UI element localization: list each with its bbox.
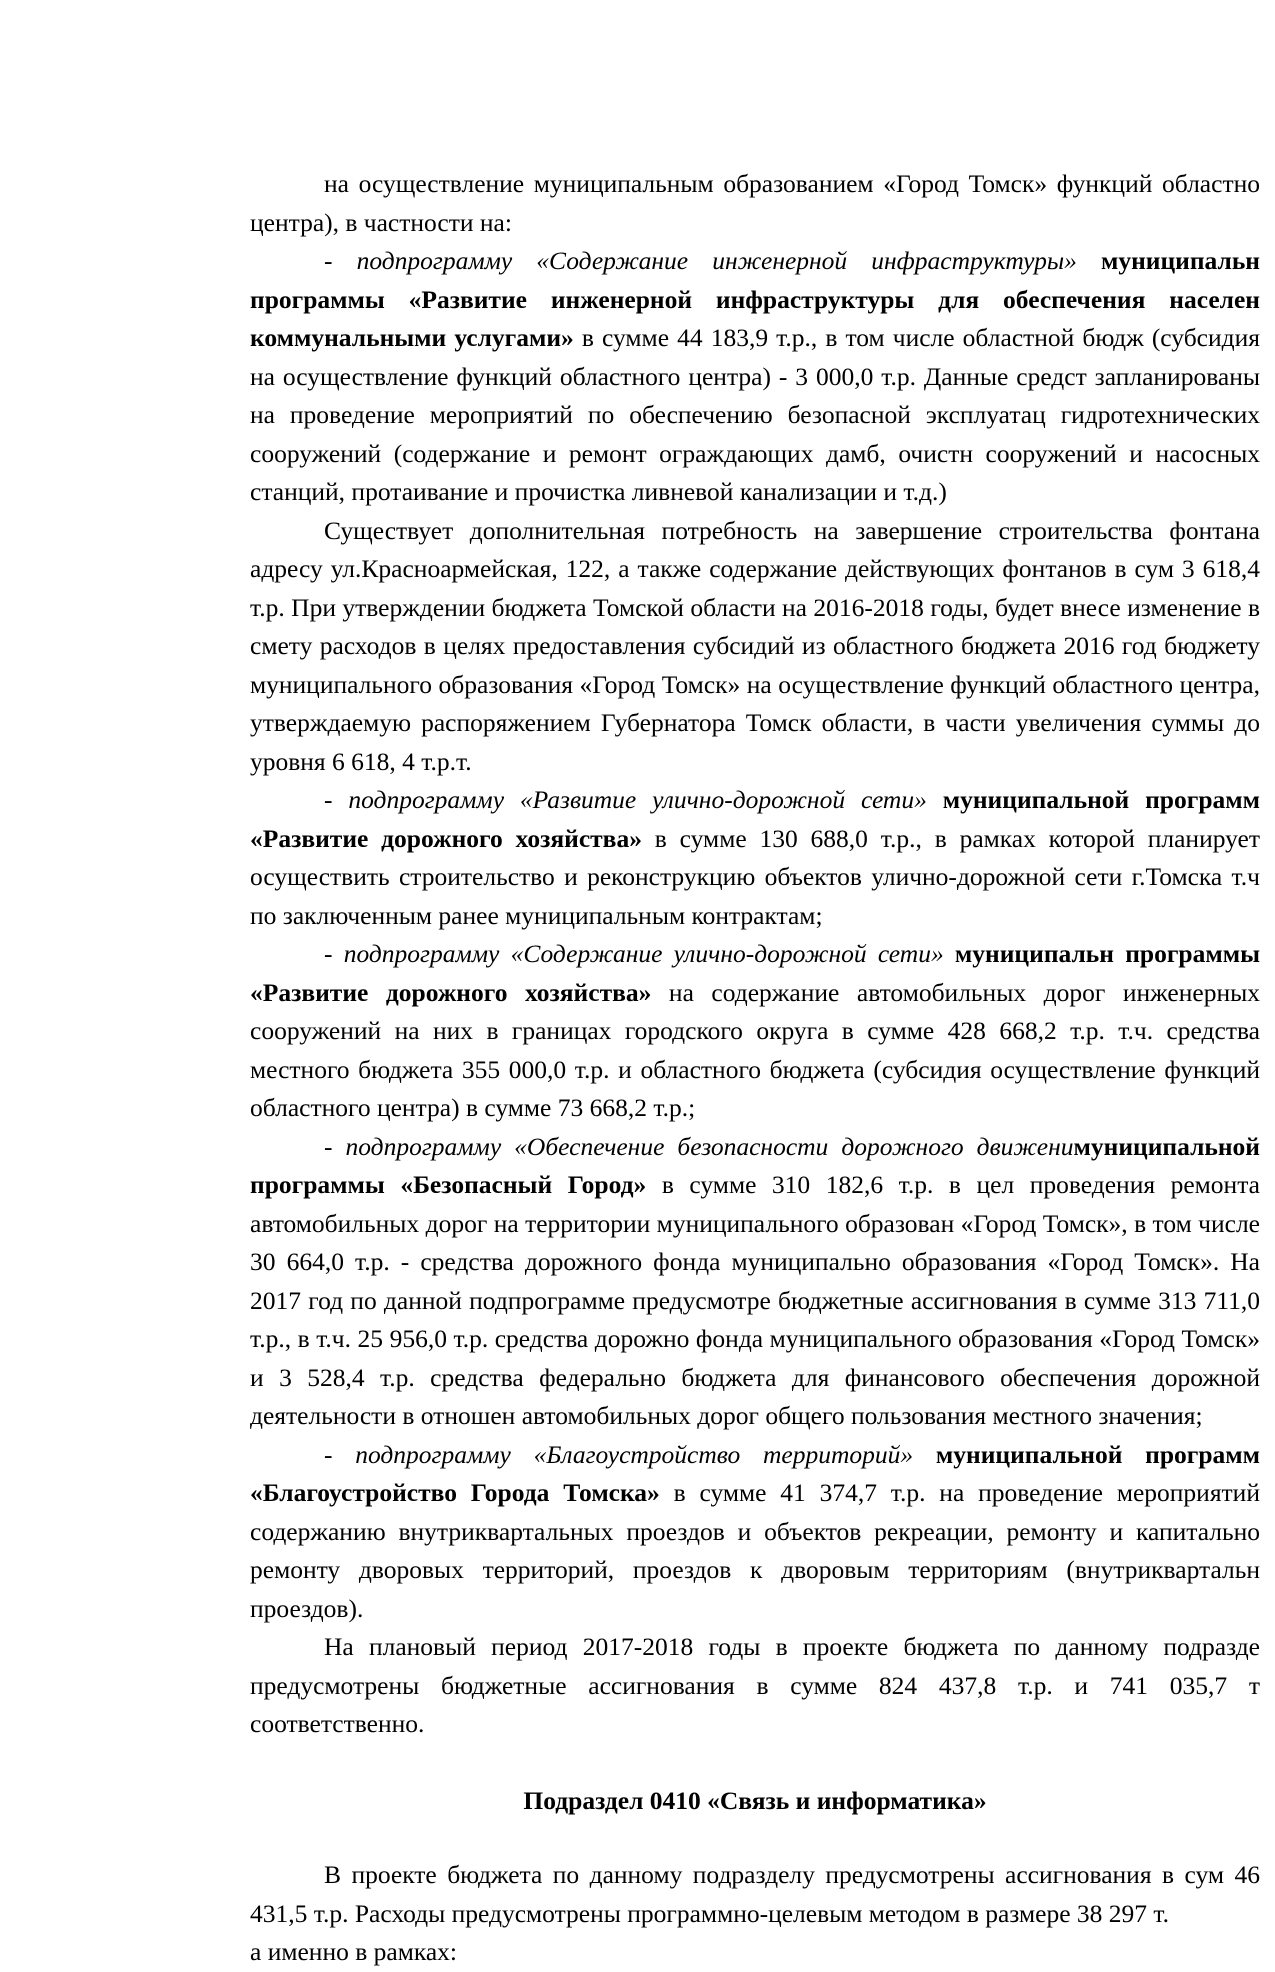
subprogram-traffic-safety-rest: в сумме 310 182,6 т.р. в цел проведения ремонта автомобильных дорог на территории муниципального образован «Город Томск», в том числе 30 664,0 т.р. - средства дорожного фонда муниципально образования «Город Томск». На 2017 год по данной подпрограмме предусмотре бюджетные ассигнования в сумме 313 711,0 т.р., в т.ч. 25 956,0 т.р. средства дорожно фонда муниципального образования «Город Томск» и 3 528,4 т.р. средства федерально бюджета для финансового обеспечения дорожной деятельности в отношен автомобильных дорог общего пользования местного значения;	[250, 1170, 1260, 1430]
paragraph-subprogram-road-maintenance	[250, 935, 1260, 1128]
subprogram-traffic-safety-bold: муниципальной программы «Безопасный Город»	[250, 1131, 1260, 1199]
paragraph-intro-text-2: центра), в частности на:	[250, 207, 512, 237]
subprogram-traffic-safety-italic: - подпрограмму «Обеспечение безопасности дорожного движени	[324, 1131, 1074, 1161]
subprogram-road-maintenance-rest: на содержание автомобильных дорог инженерных сооружений на них в границах городского округа в сумме 428 668,2 т.р. т.ч. средства местного бюджета 355 000,0 т.р. и областного бюджета (субсидия осуществление функций областного центра) в сумме 73 668,2 т.р.;	[250, 977, 1260, 1122]
subprogram-engineering-bold: муниципальн программы «Развитие инженерной инфраструктуры для обеспечения населен коммунальными услугами»	[250, 246, 1260, 352]
subprogram-engineering-italic: - подпрограмму «Содержание инженерной инфраструктуры»	[324, 246, 1077, 275]
subprogram-landscaping-bold: муниципальной программ «Благоустройство Города Томска»	[250, 1439, 1261, 1507]
subprogram-road-development-bold: муниципальной программ «Развитие дорожного хозяйства»	[250, 785, 1260, 853]
section-spacer	[250, 1744, 1260, 1782]
subprogram-road-maintenance-bold: муниципальн программы «Развитие дорожного хозяйства»	[250, 939, 1260, 1007]
subprogram-road-development-italic: - подпрограмму «Развитие улично-дорожной сети»	[324, 785, 927, 814]
paragraph-fountains-text: Существует дополнительная потребность на завершение строительства фонтана адресу ул.Красноармейская, 122, а также содержание действующих фонтанов в сум 3 618,4 т.р. При утверждении бюджета Томской области на 2016-2018 годы, будет внесе изменение в смету расходов в целях предоставления субсидий из областного бюджета 2016 год бюджету муниципального образования «Город Томск» на осуществление функций областного центра, утверждаемую распоряжением Губернатора Томск области, в части увеличения суммы до уровня 6 618, 4 т.р.т.	[250, 515, 1260, 776]
heading-spacer	[250, 1820, 1260, 1856]
subprogram-landscaping-italic: - подпрограмму «Благоустройство территорий»	[324, 1439, 914, 1469]
paragraph-communications-budget	[250, 1856, 1260, 1933]
subprogram-road-maintenance-italic: - подпрограмму «Содержание улично-дорожной сети»	[324, 939, 944, 968]
paragraph-intro	[250, 165, 1260, 242]
paragraph-fountains	[250, 512, 1260, 782]
section-heading: Подраздел 0410 «Связь и информатика»	[523, 1785, 987, 1815]
paragraph-namely: а именно в рамках:	[250, 1937, 457, 1966]
paragraph-communications-budget-text: В проекте бюджета по данному подразделу предусмотрены ассигнования в сум 46 431,5 т.р. Расходы предусмотрены программно-целевым методом в размере 38 297 т.	[250, 1860, 1260, 1928]
paragraph-subprogram-road-development	[250, 781, 1260, 935]
subprogram-road-development-rest: в сумме 130 688,0 т.р., в рамках которой планирует осуществить строительство и реконструкцию объектов улично-дорожной сети г.Томска т.ч по заключенным ранее муниципальным контрактам;	[250, 823, 1260, 930]
paragraph-subprogram-landscaping	[250, 1436, 1260, 1629]
document-body	[250, 165, 1260, 1972]
paragraph-planning-period	[250, 1628, 1260, 1744]
subprogram-landscaping-rest: в сумме 41 374,7 т.р. на проведение мероприятий содержанию внутриквартальных проездов и объектов рекреации, ремонту и капитально ремонту дворовых территорий, проездов к дворовым территориям (внутриквартальн проездов).	[250, 1478, 1260, 1623]
paragraph-subprogram-traffic-safety	[250, 1128, 1260, 1436]
paragraph-subprogram-engineering	[250, 242, 1260, 512]
paragraph-planning-period-text: На плановый период 2017-2018 годы в проекте бюджета по данному подразде предусмотрены бюджетные ассигнования в сумме 824 437,8 т.р. и 741 035,7 т соответственно.	[250, 1632, 1260, 1738]
subprogram-engineering-rest: в сумме 44 183,9 т.р., в том числе областной бюдж (субсидия на осуществление функций областного центра) - 3 000,0 т.р. Данные средст запланированы на проведение мероприятий по обеспечению безопасной эксплуатац гидротехнических сооружений (содержание и ремонт ограждающих дамб, очистн сооружений и насосных станций, протаивание и прочистка ливневой канализации и т.д.)	[250, 323, 1260, 506]
paragraph-intro-text: на осуществление муниципальным образованием «Город Томск» функций областно	[324, 169, 1260, 198]
